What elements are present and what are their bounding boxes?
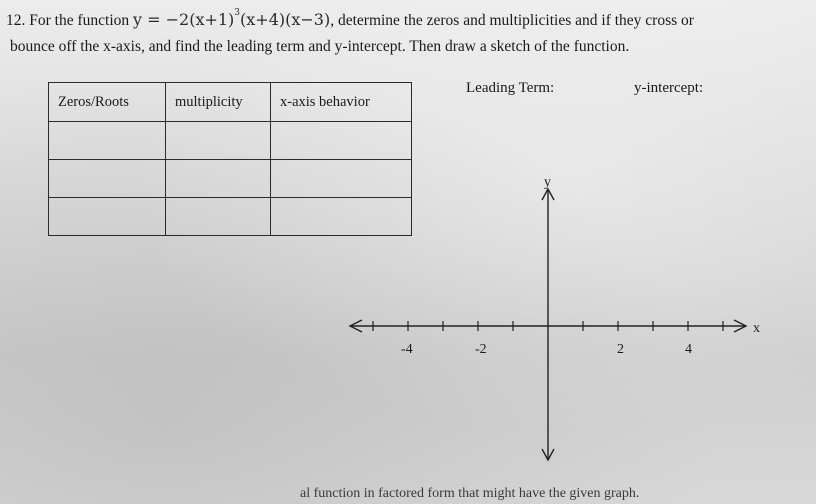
header-zeros-roots: Zeros/Roots xyxy=(49,83,166,122)
table-cell-multiplicity[interactable] xyxy=(166,198,271,236)
table-cell-zero[interactable] xyxy=(49,160,166,198)
problem-statement-line2: bounce off the x-axis, and find the leading term and y-intercept. Then draw a sketch of the function. xyxy=(10,38,630,55)
table-header-row xyxy=(49,83,412,122)
x-axis-tick-labels xyxy=(401,342,692,357)
coordinate-axes[interactable] xyxy=(340,170,780,470)
table-cell-multiplicity[interactable] xyxy=(166,122,271,160)
table-cell-zero[interactable] xyxy=(49,198,166,236)
x-tick-label: 2 xyxy=(617,342,624,357)
y-axis-label: y xyxy=(544,175,551,190)
x-tick-label: -2 xyxy=(475,342,487,357)
function-equation: $y = -2(x+1)^3(x+4)(x-3)$ xyxy=(133,8,331,29)
y-intercept-label: y-intercept: xyxy=(634,80,704,96)
problem-intro: For the function xyxy=(29,12,130,29)
header-multiplicity: multiplicity xyxy=(166,83,271,122)
header-x-axis-behavior: x-axis behavior xyxy=(271,83,412,122)
footer-instruction: al function in factored form that might have the given graph. xyxy=(300,486,640,501)
table-cell-behavior[interactable] xyxy=(271,122,412,160)
problem-statement-line1 xyxy=(6,8,694,30)
table-cell-zero[interactable] xyxy=(49,122,166,160)
problem-instructions: , determine the zeros and multiplicities and if they cross or xyxy=(330,12,694,29)
x-axis-label: x xyxy=(753,321,760,336)
equation-exponent: 3 xyxy=(234,8,241,18)
x-tick-label: 4 xyxy=(685,342,692,357)
problem-number: 12. xyxy=(6,12,26,29)
leading-term-label: Leading Term: xyxy=(466,80,555,96)
x-tick-label: -4 xyxy=(401,342,413,357)
table-row xyxy=(49,122,412,160)
table-cell-multiplicity[interactable] xyxy=(166,160,271,198)
